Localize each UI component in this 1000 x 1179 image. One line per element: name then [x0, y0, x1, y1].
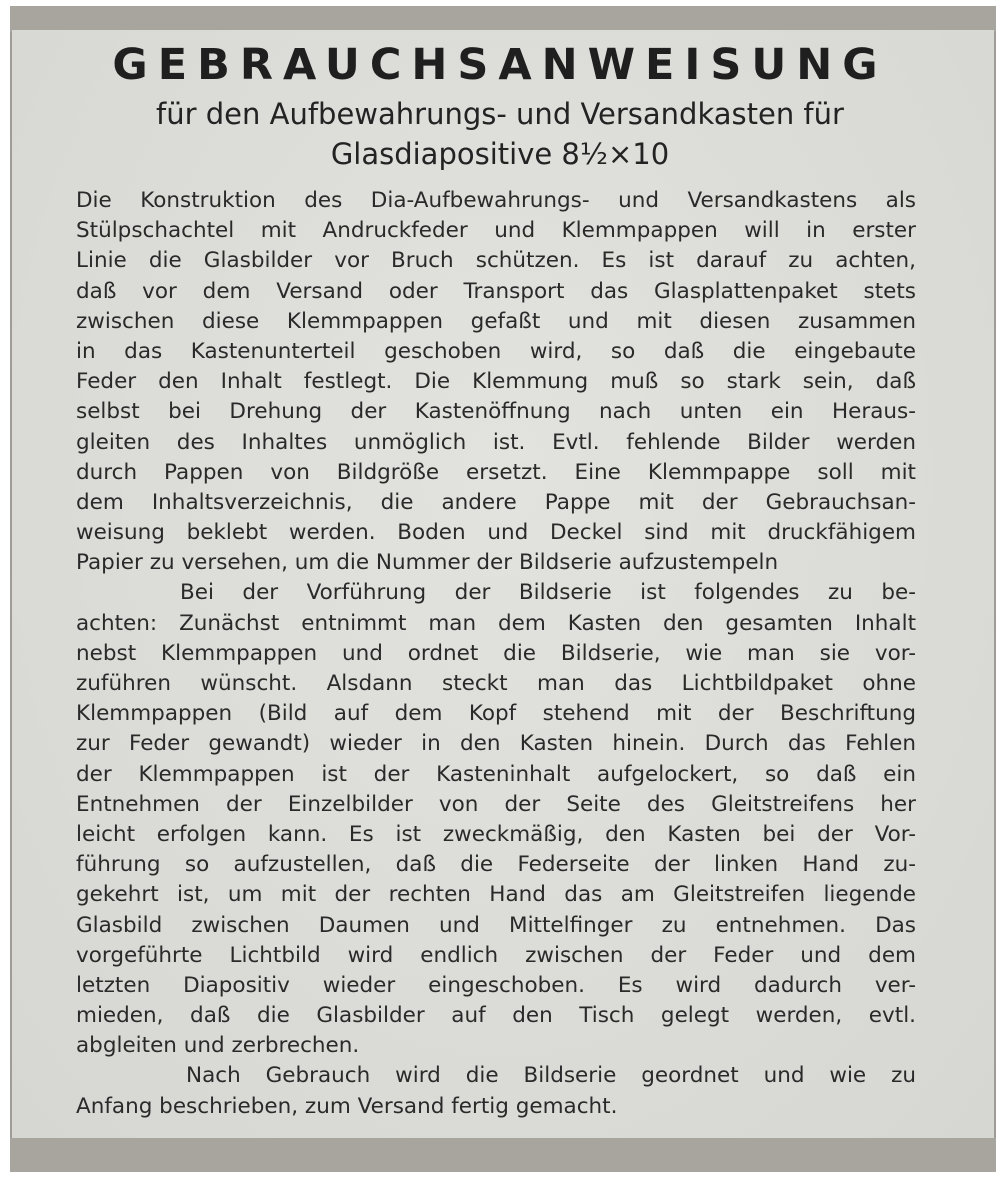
body-line: Papier zu versehen, um die Nummer der Bildserie aufzustempeln — [76, 550, 779, 576]
body-line: zur Feder gewandt) wieder in den Kasten hinein. Durch das Fehlen — [76, 731, 916, 757]
body-line: Bei der Vorführung der Bildserie ist folgendes zu be- — [180, 580, 916, 606]
document-subtitle-line-1: für den Aufbewahrungs- und Versandkasten für — [156, 97, 844, 131]
body-line: zwischen diese Klemmpappen gefaßt und mit diesen zusammen — [76, 308, 916, 334]
body-line: gekehrt ist, um mit der rechten Hand das am Gleitstreifen liegende — [76, 882, 916, 908]
cardboard-bottom-edge — [10, 1138, 996, 1172]
body-line: führung so aufzustellen, daß die Federseite der linken Hand zu- — [76, 852, 916, 878]
body-line: achten: Zunächst entnimmt man dem Kasten den gesamten Inhalt — [76, 610, 916, 636]
body-line: daß vor dem Versand oder Transport das Glasplattenpaket stets — [76, 278, 916, 304]
body-line: letzten Diapositiv wieder eingeschoben. Es wird dadurch ver- — [76, 972, 916, 998]
document-subtitle-line-2: Glasdiapositive 8½×10 — [330, 137, 670, 171]
body-line: Stülpschachtel mit Andruckfeder und Klemmpappen will in erster — [76, 218, 916, 244]
body-line: leicht erfolgen kann. Es ist zweckmäßig, den Kasten bei der Vor- — [76, 821, 916, 847]
body-line: abgleiten und zerbrechen. — [76, 1033, 360, 1059]
body-line: in das Kastenunterteil geschoben wird, so daß die eingebaute — [76, 338, 916, 364]
body-line: dem Inhaltsverzeichnis, die andere Pappe mit der Gebrauchsan- — [76, 489, 916, 515]
body-line: selbst bei Drehung der Kastenöffnung nach unten ein Heraus- — [76, 399, 916, 425]
body-line: durch Pappen von Bildgröße ersetzt. Eine Klemmpappe soll mit — [76, 459, 916, 485]
body-line: weisung beklebt werden. Boden und Deckel sind mit druckfähigem — [76, 520, 916, 546]
body-line: nebst Klemmpappen und ordnet die Bildserie, wie man sie vor- — [76, 640, 916, 666]
body-line: zuführen wünscht. Alsdann steckt man das Lichtbildpaket ohne — [76, 671, 916, 696]
body-line: Entnehmen der Einzelbilder von der Seite des Gleitstreifens her — [76, 791, 916, 817]
body-line: Die Konstruktion des Dia-Aufbewahrungs- und Versandkastens als — [76, 188, 916, 213]
body-line: Linie die Glasbilder vor Bruch schützen. Es ist darauf zu achten, — [76, 248, 916, 274]
body-line: gleiten des Inhaltes unmöglich ist. Evtl. fehlende Bilder werden — [76, 429, 916, 455]
document-title: GEBRAUCHSANWEISUNG — [112, 40, 888, 90]
body-line: mieden, daß die Glasbilder auf den Tisch gelegt werden, evtl. — [76, 1003, 916, 1029]
body-line: Feder den Inhalt festlegt. Die Klemmung muß so stark sein, daß — [76, 369, 916, 395]
body-line: vorgeführte Lichtbild wird endlich zwischen der Feder und dem — [76, 942, 916, 968]
body-line: der Klemmpappen ist der Kasteninhalt aufgelockert, so daß ein — [76, 761, 916, 787]
body-line: Anfang beschrieben, zum Versand fertig gemacht. — [76, 1093, 618, 1119]
cardboard-top-edge — [10, 6, 996, 32]
body-line: Nach Gebrauch wird die Bildserie geordnet und wie zu — [186, 1063, 916, 1089]
instruction-body — [76, 186, 916, 1122]
body-line: Glasbild zwischen Daumen und Mittelfinger zu entnehmen. Das — [76, 912, 916, 938]
body-line: Klemmpappen (Bild auf dem Kopf stehend mit der Beschriftung — [76, 701, 916, 727]
